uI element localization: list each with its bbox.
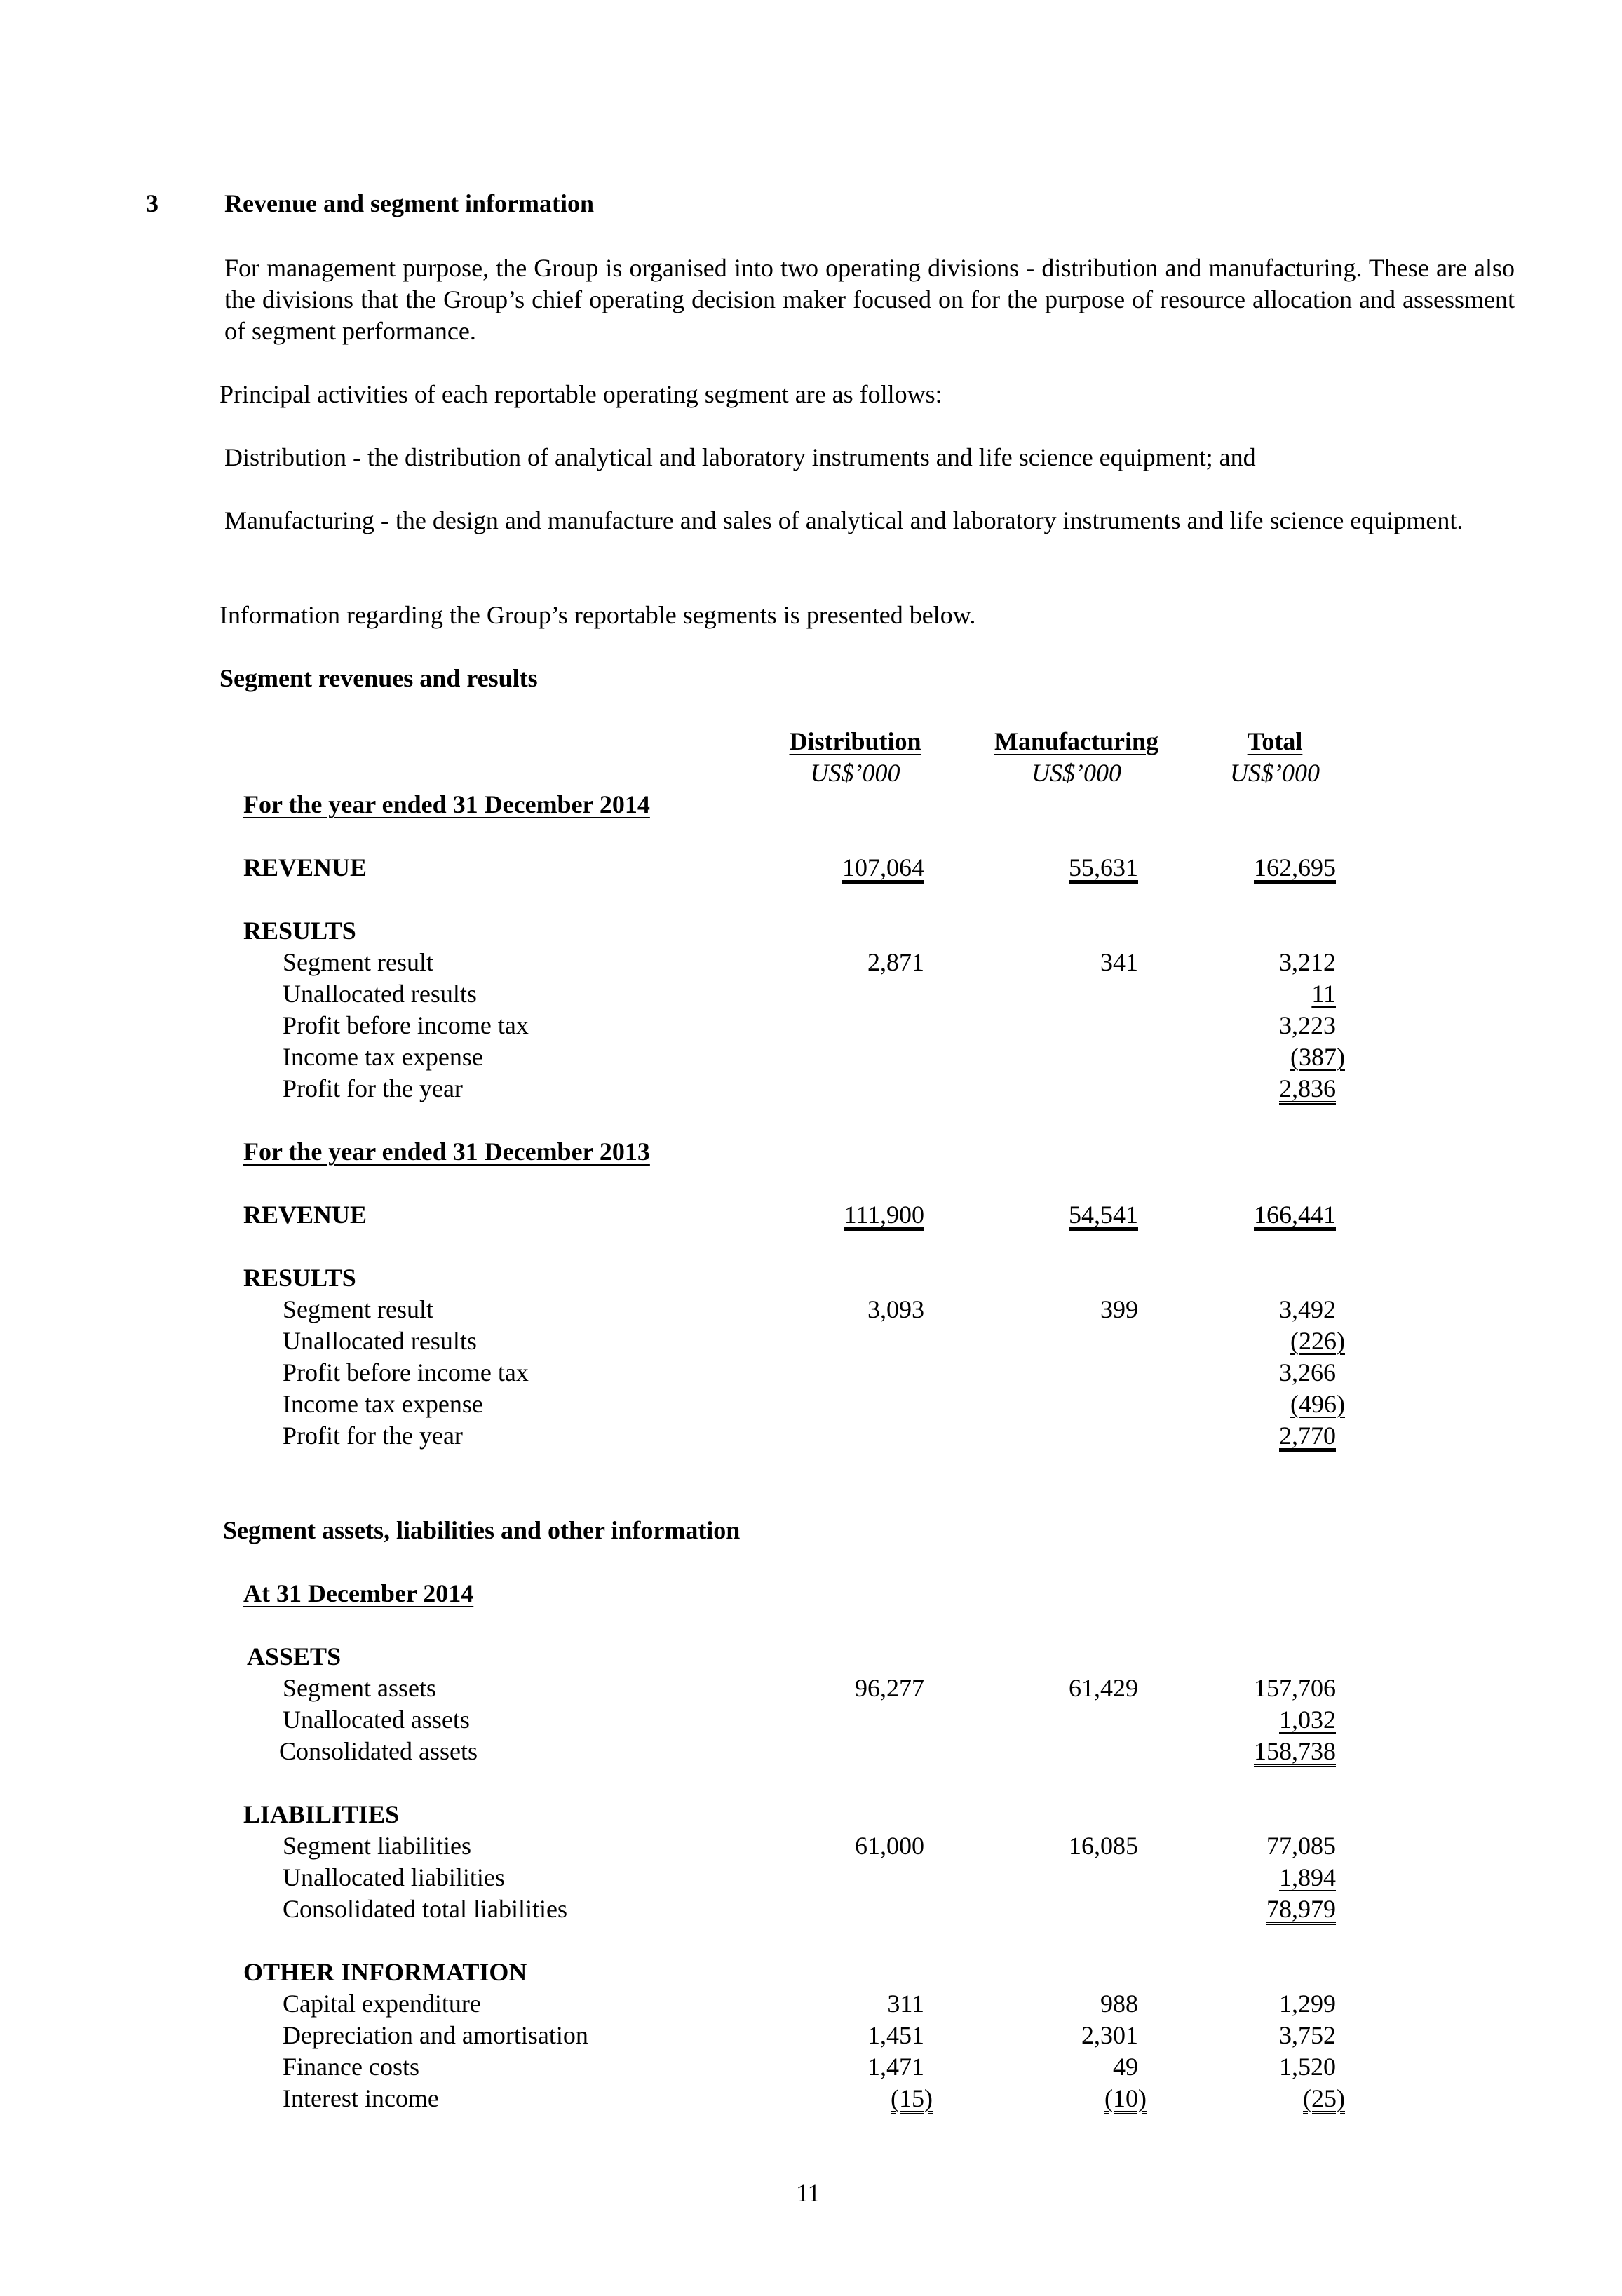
- paragraph-intro: For management purpose, the Group is organised into two operating divisions - distribution and manufacturing. These are also the divisions that the Group’s chief operating decision maker focused on for the purpose of resource allocation and assessment of segment performance.: [224, 254, 1515, 345]
- revenue-2014-manufacturing: 55,631: [1069, 853, 1138, 882]
- row-value: (387): [1290, 1043, 1345, 1071]
- row-value: 311: [887, 1990, 924, 2018]
- row-label: Income tax expense: [283, 1043, 483, 1071]
- revenue-2013-distribution: 111,900: [844, 1201, 924, 1229]
- revenue-2014-total: 162,695: [1254, 853, 1336, 882]
- row-value: 399: [1100, 1295, 1138, 1323]
- row-value: 341: [1100, 948, 1138, 976]
- row-value: 2,836: [1279, 1074, 1336, 1102]
- row-label: Profit for the year: [283, 1074, 463, 1102]
- paragraph-information: Information regarding the Group’s reportable segments is presented below.: [219, 601, 976, 629]
- row-value: 61,429: [1069, 1674, 1138, 1702]
- column-unit-distribution: US$’000: [810, 759, 900, 787]
- row-value: (15): [891, 2084, 933, 2112]
- row-value: (496): [1290, 1390, 1345, 1418]
- row-label: Interest income: [283, 2084, 439, 2112]
- row-label: Finance costs: [283, 2053, 419, 2081]
- row-label: Consolidated total liabilities: [283, 1895, 567, 1923]
- row-value: 1,520: [1279, 2053, 1336, 2081]
- row-label: Segment result: [283, 1295, 433, 1323]
- column-unit-total: US$’000: [1230, 759, 1320, 787]
- row-label: Unallocated results: [283, 980, 477, 1008]
- row-value: 3,223: [1279, 1011, 1336, 1039]
- row-label: Depreciation and amortisation: [283, 2021, 588, 2049]
- row-value: 157,706: [1254, 1674, 1336, 1702]
- page-number: 11: [796, 2179, 820, 2207]
- results-label-2013: RESULTS: [243, 1264, 356, 1292]
- row-value: 3,492: [1279, 1295, 1336, 1323]
- revenue-label-2014: REVENUE: [243, 853, 367, 882]
- row-value: 988: [1100, 1990, 1138, 2018]
- row-value: 3,093: [867, 1295, 924, 1323]
- row-label: Consolidated assets: [279, 1737, 478, 1765]
- row-value: 1,451: [867, 2021, 924, 2049]
- row-label: Profit before income tax: [283, 1011, 529, 1039]
- assets-label: ASSETS: [247, 1642, 342, 1670]
- results-label-2014: RESULTS: [243, 917, 356, 945]
- other-information-label: OTHER INFORMATION: [243, 1958, 527, 1986]
- row-value: 1,471: [867, 2053, 924, 2081]
- column-unit-manufacturing: US$’000: [1032, 759, 1121, 787]
- row-value: 61,000: [855, 1832, 924, 1860]
- row-value: 3,266: [1279, 1358, 1336, 1386]
- row-label: Capital expenditure: [283, 1990, 481, 2018]
- row-label: Segment liabilities: [283, 1832, 471, 1860]
- row-value: 1,299: [1279, 1990, 1336, 2018]
- row-value: 1,894: [1279, 1863, 1336, 1891]
- row-value: 77,085: [1266, 1832, 1336, 1860]
- revenue-label-2013: REVENUE: [243, 1201, 367, 1229]
- row-value: 78,979: [1266, 1895, 1336, 1923]
- row-value: 3,212: [1279, 948, 1336, 976]
- row-value: 3,752: [1279, 2021, 1336, 2049]
- row-value: 2,301: [1081, 2021, 1138, 2049]
- assets-date-heading: At 31 December 2014: [243, 1579, 474, 1607]
- row-value: 1,032: [1279, 1706, 1336, 1734]
- row-label: Income tax expense: [283, 1390, 483, 1418]
- year-2013-heading: For the year ended 31 December 2013: [243, 1137, 650, 1166]
- row-value: 96,277: [855, 1674, 924, 1702]
- row-label: Segment result: [283, 948, 433, 976]
- row-label: Unallocated liabilities: [283, 1863, 505, 1891]
- section-title: Revenue and segment information: [224, 189, 594, 217]
- row-value: 16,085: [1069, 1832, 1138, 1860]
- section-number: 3: [146, 189, 158, 217]
- row-value: (25): [1303, 2084, 1345, 2112]
- paragraph-manufacturing: Manufacturing - the design and manufacture and sales of analytical and laboratory instruments and life science equipment.: [224, 506, 1464, 534]
- paragraph-distribution: Distribution - the distribution of analytical and laboratory instruments and life science equipment; and: [224, 443, 1256, 471]
- row-value: 158,738: [1254, 1737, 1336, 1765]
- row-label: Segment assets: [283, 1674, 436, 1702]
- row-value: 49: [1113, 2053, 1138, 2081]
- row-label: Profit for the year: [283, 1422, 463, 1450]
- revenue-2013-manufacturing: 54,541: [1069, 1201, 1138, 1229]
- liabilities-label: LIABILITIES: [243, 1800, 400, 1828]
- column-header-manufacturing: Manufacturing: [994, 727, 1158, 755]
- row-value: 11: [1311, 980, 1336, 1008]
- revenue-2013-total: 166,441: [1254, 1201, 1336, 1229]
- year-2014-heading: For the year ended 31 December 2014: [243, 790, 650, 818]
- row-value: (226): [1290, 1327, 1345, 1355]
- row-label: Profit before income tax: [283, 1358, 529, 1386]
- column-header-distribution: Distribution: [789, 727, 921, 755]
- row-label: Unallocated assets: [283, 1706, 470, 1734]
- paragraph-principal: Principal activities of each reportable operating segment are as follows:: [219, 380, 942, 408]
- segment-revenues-heading: Segment revenues and results: [219, 664, 538, 692]
- column-header-total: Total: [1247, 727, 1303, 755]
- row-value: 2,871: [867, 948, 924, 976]
- row-label: Unallocated results: [283, 1327, 477, 1355]
- revenue-2014-distribution: 107,064: [842, 853, 924, 882]
- segment-assets-heading: Segment assets, liabilities and other information: [223, 1516, 741, 1544]
- row-value: (10): [1104, 2084, 1147, 2112]
- row-value: 2,770: [1279, 1422, 1336, 1450]
